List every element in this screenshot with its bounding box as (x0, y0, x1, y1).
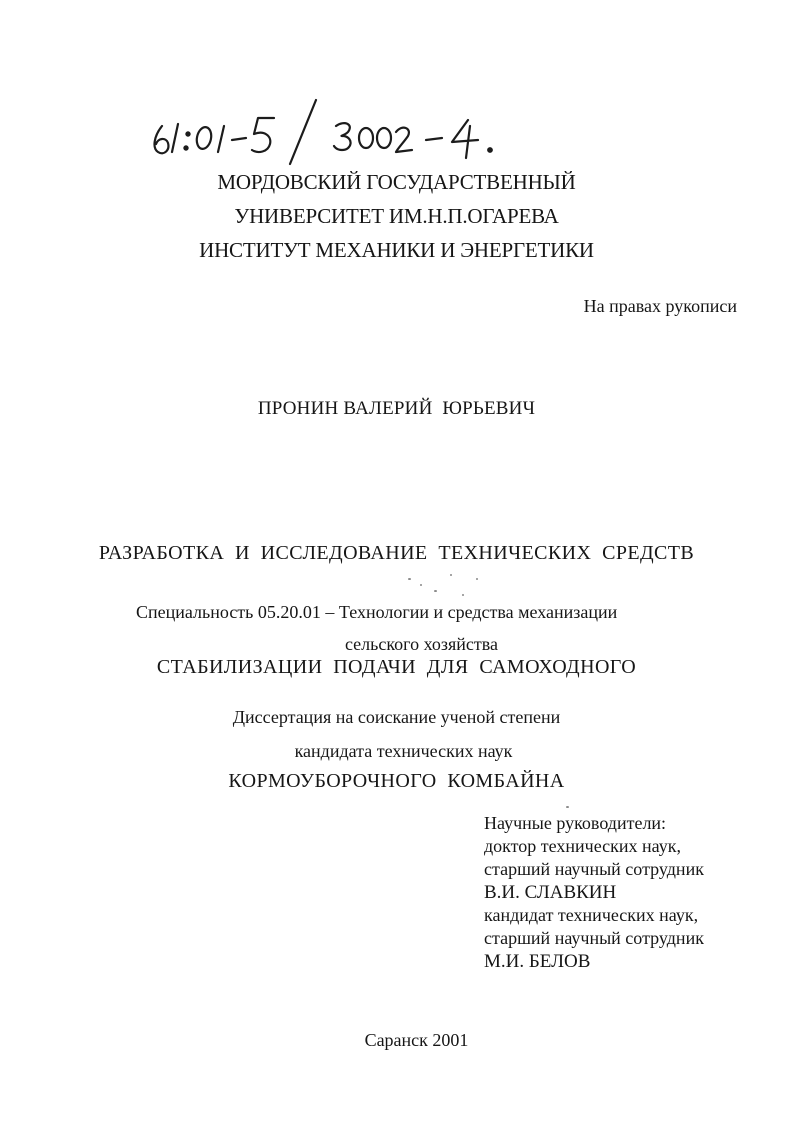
scan-speck (408, 578, 411, 580)
degree-line-1: Диссертация на соискание ученой степени (232, 707, 561, 727)
author-name: ПРОНИН ВАЛЕРИЙ ЮРЬЕВИЧ (257, 398, 536, 419)
institute-name: ИНСТИТУТ МЕХАНИКИ И ЭНЕРГЕТИКИ (199, 238, 594, 262)
scan-speck (462, 594, 464, 596)
advisor-1-name: В.И. СЛАВКИН (484, 882, 617, 903)
specialty-line-2-text: сельского хозяйства (344, 634, 499, 654)
degree-line-2: кандидата технических наук (294, 741, 513, 761)
specialty-line-1: Специальность 05.20.01 – Технологии и средства механизации (136, 602, 618, 622)
advisor-2-name: М.И. БЕЛОВ (484, 951, 591, 972)
advisor-1-degree: доктор технических наук, (484, 836, 681, 856)
city-and-year (0, 1030, 793, 1051)
manuscript-rights-note: На правах рукописи (583, 296, 737, 316)
scan-speck (476, 578, 478, 580)
institution-block (0, 165, 793, 267)
scan-speck (566, 806, 569, 808)
degree-statement (0, 700, 793, 768)
advisor-2-degree: кандидат технических наук, (484, 905, 699, 925)
thesis-title-line-3: КОРМОУБОРОЧНОГО КОМБАЙНА (228, 770, 565, 792)
specialty-line-2 (0, 634, 793, 655)
advisor-1-position: старший научный сотрудник (484, 859, 704, 879)
thesis-title-line-2: СТАБИЛИЗАЦИИ ПОДАЧИ ДЛЯ САМОХОДНОГО (156, 656, 637, 678)
city-year-text: Саранск 2001 (364, 1030, 469, 1050)
advisor-2-position: старший научный сотрудник (484, 928, 704, 948)
handwritten-archive-mark (148, 96, 508, 166)
institution-name-line-1: МОРДОВСКИЙ ГОСУДАРСТВЕННЫЙ (217, 170, 576, 194)
advisors-heading: Научные руководители: (484, 813, 667, 833)
thesis-title-line-1: РАЗРАБОТКА И ИССЛЕДОВАНИЕ ТЕХНИЧЕСКИХ СРЕДСТВ (98, 542, 695, 564)
scientific-advisors (484, 812, 784, 973)
scan-speck (450, 574, 452, 576)
scan-speck (420, 584, 422, 586)
scan-speck (434, 590, 437, 592)
institution-name-line-2: УНИВЕРСИТЕТ ИМ.Н.П.ОГАРЕВА (234, 204, 559, 228)
